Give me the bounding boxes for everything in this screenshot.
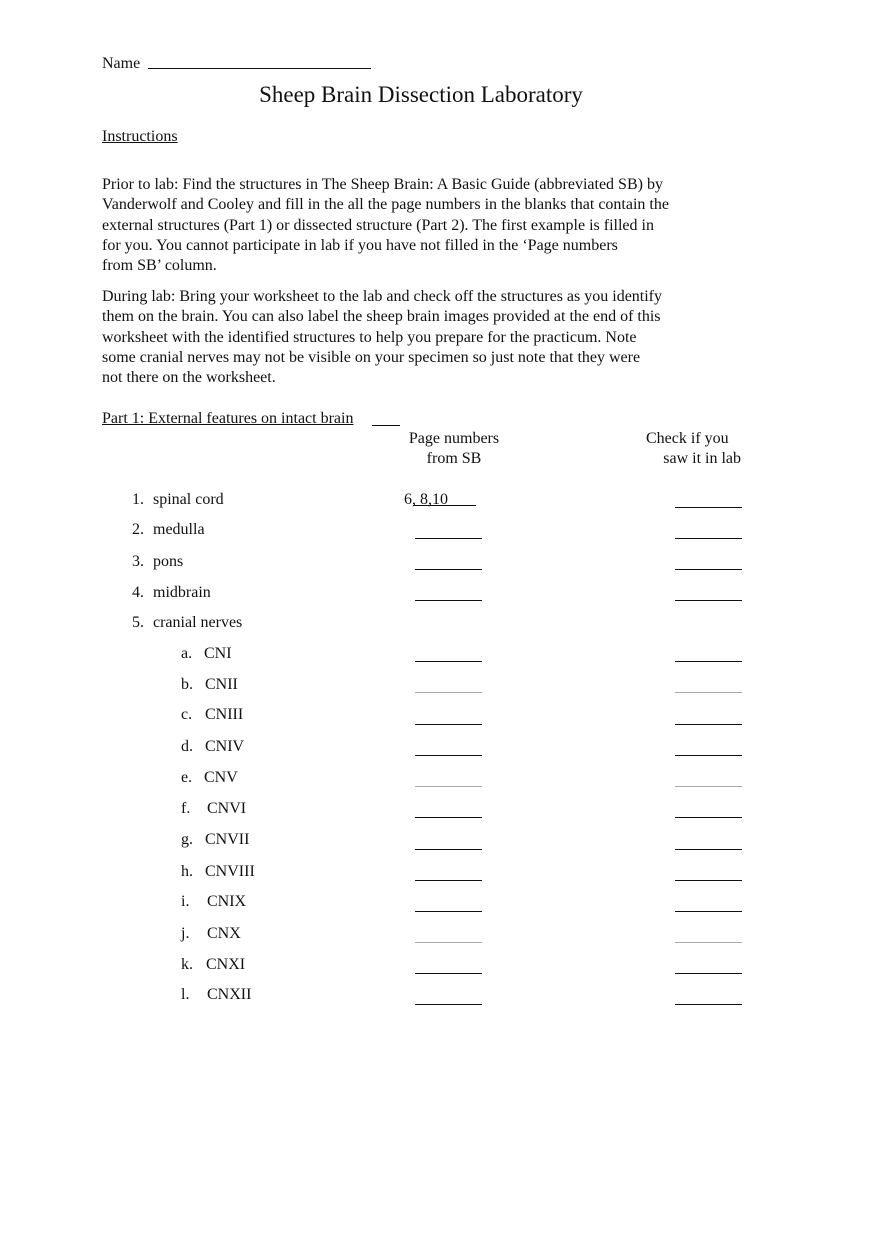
item-letter: d.	[181, 738, 193, 755]
item-label: CNVI	[207, 800, 247, 817]
item-label: CNXI	[206, 956, 246, 973]
page-number-blank[interactable]	[415, 817, 482, 818]
paragraph-line: During lab: Bring your worksheet to the lab and check off the structures as you identify	[102, 288, 663, 305]
column-header-line: saw it in lab	[663, 450, 741, 467]
check-blank[interactable]	[675, 880, 742, 881]
page-number-blank[interactable]	[415, 600, 482, 601]
item-letter: k.	[181, 956, 193, 973]
item-letter: c.	[181, 706, 193, 723]
page-number-blank[interactable]	[415, 538, 482, 539]
item-letter: a.	[181, 645, 193, 662]
instructions-heading: Instructions	[102, 128, 178, 145]
check-blank[interactable]	[675, 724, 742, 725]
check-blank[interactable]	[675, 911, 742, 912]
check-blank[interactable]	[675, 507, 742, 508]
check-blank[interactable]	[675, 600, 742, 601]
page-number-blank[interactable]	[415, 755, 482, 756]
column-header-line: Page numbers	[408, 430, 500, 447]
check-blank[interactable]	[675, 786, 742, 787]
paragraph-line: from SB’ column.	[102, 257, 217, 275]
item-letter: g.	[181, 831, 193, 848]
item-number: 1.	[132, 491, 144, 508]
column-header-line: from SB	[426, 450, 482, 467]
item-label: medulla	[153, 521, 205, 538]
item-letter: f.	[181, 800, 191, 817]
item-number: 2.	[132, 521, 144, 538]
check-blank[interactable]	[675, 538, 742, 539]
page-number-blank[interactable]	[415, 942, 482, 943]
item-letter: h.	[181, 863, 193, 880]
paragraph-line: for you. You cannot participate in lab if you have not filled in the ‘Page numbers	[102, 236, 618, 254]
item-number: 3.	[132, 553, 144, 570]
paragraph-line: Vanderwolf and Cooley and fill in the all the page numbers in the blanks that contain the	[102, 196, 669, 214]
item-letter: j.	[181, 925, 190, 942]
check-blank[interactable]	[675, 849, 742, 850]
paragraph-line: not there on the worksheet.	[102, 369, 276, 387]
paragraph-line: worksheet with the identified structures to help you prepare for the practicum. Note	[102, 328, 637, 346]
check-blank[interactable]	[675, 973, 742, 974]
page-numbers-column-header	[384, 429, 524, 469]
check-blank[interactable]	[675, 1004, 742, 1005]
item-label: CNIV	[205, 738, 245, 755]
page-title: Sheep Brain Dissection Laboratory	[259, 82, 583, 107]
item-number: 4.	[132, 584, 144, 601]
paragraph-line: them on the brain. You can also label the sheep brain images provided at the end of this	[102, 308, 661, 326]
item-label: CNVII	[205, 831, 250, 848]
paragraph-line: external structures (Part 1) or dissected structure (Part 2). The first example is filled in	[102, 216, 654, 234]
item-label: cranial nerves	[153, 614, 243, 631]
item-label: CNVIII	[205, 863, 255, 880]
page-number-blank[interactable]	[415, 911, 482, 912]
item-letter: e.	[181, 769, 193, 786]
check-blank[interactable]	[675, 661, 742, 662]
name-label: Name	[102, 55, 141, 72]
example-page-value: 6, 8,10	[404, 491, 448, 508]
item-label: CNIX	[207, 893, 247, 910]
item-letter: b.	[181, 676, 193, 693]
name-field[interactable]	[148, 68, 371, 69]
item-label: CNIII	[205, 706, 244, 723]
page-number-blank[interactable]	[415, 692, 482, 693]
paragraph-line: Prior to lab: Find the structures in The Sheep Brain: A Basic Guide (abbreviated SB) by	[102, 176, 663, 193]
paragraph-line: some cranial nerves may not be visible on your specimen so just note that they were	[102, 348, 641, 366]
item-letter: i.	[181, 893, 190, 910]
item-label: CNV	[204, 769, 238, 786]
item-label: midbrain	[153, 584, 211, 601]
page-number-blank[interactable]	[415, 786, 482, 787]
item-label: CNII	[205, 676, 238, 693]
check-column-header	[630, 429, 752, 469]
page-number-blank[interactable]	[415, 724, 482, 725]
check-blank[interactable]	[675, 942, 742, 943]
check-blank[interactable]	[675, 817, 742, 818]
item-label: CNI	[204, 645, 232, 662]
page-number-blank[interactable]	[415, 569, 482, 570]
page-number-blank[interactable]	[415, 661, 482, 662]
item-label: CNXII	[207, 986, 252, 1003]
check-blank[interactable]	[675, 755, 742, 756]
prior-to-lab-paragraph	[102, 175, 732, 276]
page-number-blank[interactable]	[415, 1004, 482, 1005]
check-blank[interactable]	[675, 692, 742, 693]
during-lab-paragraph	[102, 287, 732, 388]
item-label: spinal cord	[153, 491, 224, 508]
page-number-blank[interactable]	[415, 973, 482, 974]
item-number: 5.	[132, 614, 144, 631]
item-label: CNX	[207, 925, 241, 942]
column-header-line: Check if you	[646, 430, 729, 447]
item-letter: l.	[181, 986, 190, 1003]
heading-underline	[372, 425, 400, 426]
check-blank[interactable]	[675, 569, 742, 570]
part1-heading: Part 1: External features on intact brain	[102, 410, 354, 427]
example-page-underline	[413, 505, 476, 506]
page-number-blank[interactable]	[415, 849, 482, 850]
item-label: pons	[153, 553, 184, 570]
page-number-blank[interactable]	[415, 880, 482, 881]
